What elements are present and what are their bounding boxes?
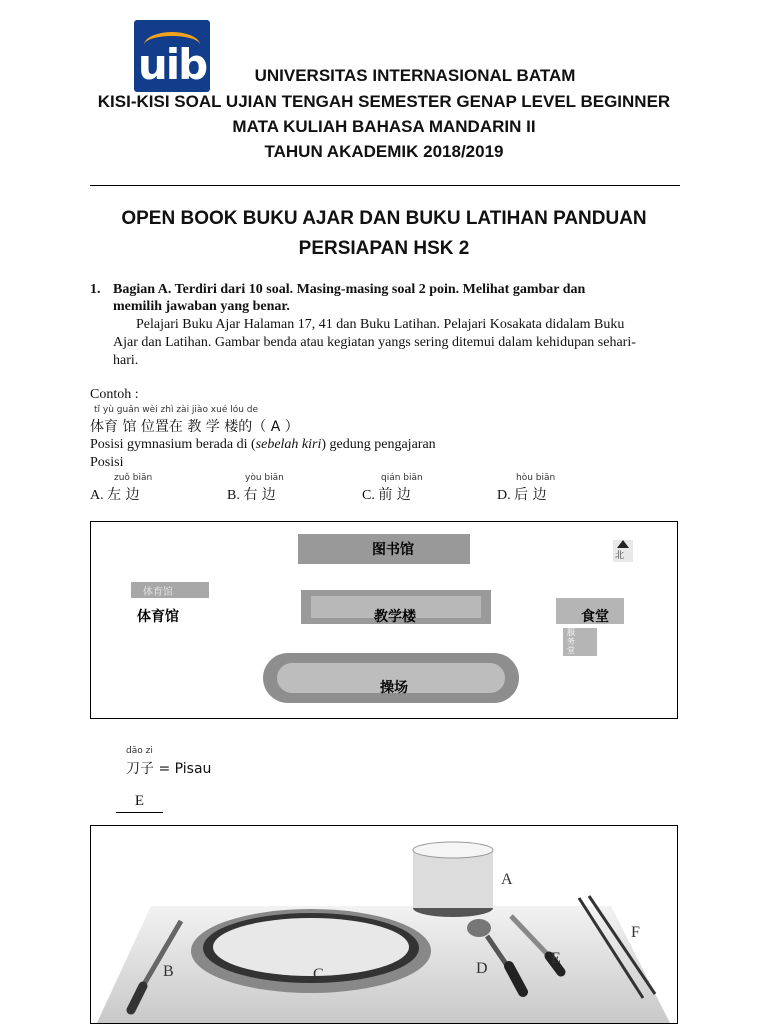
label-c: C [313, 966, 324, 983]
option-b-pinyin: yòu biān [245, 473, 284, 483]
label-a: A [501, 871, 513, 888]
section-heading-2: memilih jawaban yang benar. [113, 299, 290, 314]
translation-post: ) gedung pengajaran [321, 437, 436, 452]
section-body-1: Pelajari Buku Ajar Halaman 17, 41 dan Buku Latihan. Pelajari Kosakata didalam Buku [136, 317, 625, 332]
example-pinyin: tǐ yù guǎn wèi zhì zài jiào xué lóu de [94, 405, 259, 415]
option-c-pinyin: qián biān [381, 473, 423, 483]
option-a-letter: A. [90, 488, 104, 503]
field-label: 操场 [380, 680, 408, 696]
service-label: 服务堂 [567, 628, 575, 655]
plate-center [213, 918, 409, 976]
option-b-letter: B. [227, 488, 240, 503]
example-translation [90, 436, 436, 454]
logo-text: uib [137, 40, 207, 89]
section-number: 1. [90, 282, 101, 297]
academic-year: TAHUN AKADEMIK 2018/2019 [264, 142, 504, 161]
example-label: Contoh : [90, 387, 139, 402]
translation-italic: sebelah kiri [255, 437, 322, 452]
vocab-answer: E [116, 793, 163, 813]
section-heading-1: Bagian A. Terdiri dari 10 soal. Masing-masing soal 2 poin. Melihat gambar dan [113, 282, 586, 297]
canteen-label: 食堂 [581, 609, 609, 625]
label-f: F [631, 924, 640, 941]
example-sentence: 体育 馆 位置在 教 学 楼的（ A ） [90, 419, 299, 435]
posisi-label: Posisi [90, 455, 124, 470]
option-a-pinyin: zuǒ biān [114, 473, 153, 483]
label-d: D [476, 960, 488, 977]
university-name: UNIVERSITAS INTERNASIONAL BATAM [254, 66, 576, 85]
option-d-text: 后 边 [514, 487, 547, 503]
north-label: 北 [615, 551, 625, 561]
option-d-letter: D. [497, 488, 511, 503]
cup-body [413, 850, 493, 908]
campus-map-figure [90, 521, 678, 719]
library-label: 图书馆 [372, 542, 414, 558]
label-b: B [163, 963, 174, 980]
vocab-term: 刀子 = Pisau [126, 761, 212, 777]
option-c-text: 前 边 [378, 487, 411, 503]
subtitle-line-2: PERSIAPAN HSK 2 [298, 238, 470, 259]
option-d [497, 484, 547, 504]
option-d-pinyin: hòu biān [516, 473, 556, 483]
option-b [227, 484, 276, 504]
teaching-label: 教学楼 [374, 609, 416, 625]
label-e: E [551, 950, 561, 967]
header-divider [90, 185, 680, 186]
section-body-2: Ajar dan Latihan. Gambar benda atau kegiatan yangs sering ditemui dalam kehidupan sehari- [113, 335, 636, 350]
course-name: MATA KULIAH BAHASA MANDARIN II [232, 117, 536, 136]
table-setting-figure [90, 825, 678, 1024]
option-c [362, 484, 411, 504]
subtitle-line-1: OPEN BOOK BUKU AJAR DAN BUKU LATIHAN PANDUAN [121, 208, 647, 229]
translation-pre: Posisi gymnasium berada di ( [90, 437, 256, 452]
option-a [90, 484, 140, 504]
section-body-3: hari. [113, 353, 139, 368]
spoon-head [467, 919, 491, 937]
gym-small-label: 体育馆 [143, 587, 173, 598]
vocab-pinyin: dāo zi [126, 746, 153, 756]
table-setting-illustration [91, 826, 678, 1024]
doc-title: KISI-KISI SOAL UJIAN TENGAH SEMESTER GENAP LEVEL BEGINNER [97, 92, 671, 111]
option-b-text: 右 边 [243, 487, 276, 503]
option-c-letter: C. [362, 488, 375, 503]
gym-label: 体育馆 [137, 609, 179, 625]
option-a-text: 左 边 [107, 487, 140, 503]
north-arrow-icon [613, 540, 633, 562]
cup-rim [413, 842, 493, 858]
